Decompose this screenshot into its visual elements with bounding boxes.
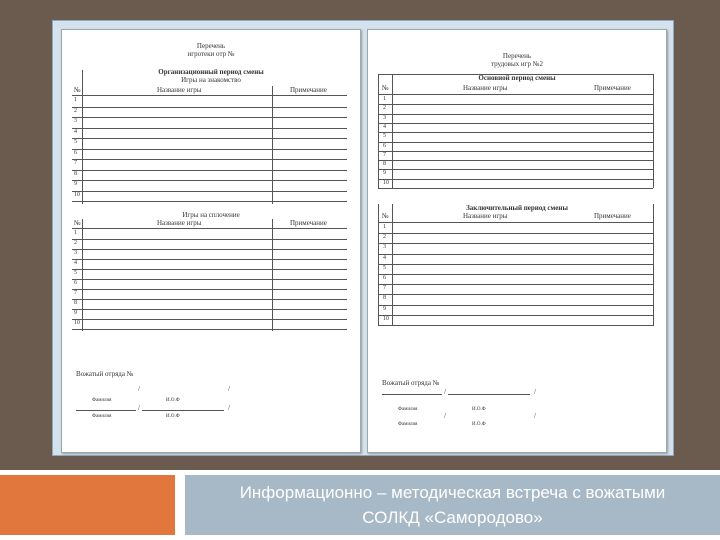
right-sign-slash-2: / bbox=[534, 388, 536, 396]
row-line bbox=[378, 123, 653, 124]
left-sign-slash-3: / bbox=[138, 404, 140, 412]
left-col-num-1: № bbox=[74, 86, 81, 94]
row-number: 9 bbox=[74, 310, 77, 316]
left-sign-2-id: И.О.Ф bbox=[166, 414, 180, 419]
right-col-name-2: Название игры bbox=[463, 212, 508, 220]
left-col-note-1: Примечание bbox=[290, 86, 327, 94]
row-number: 4 bbox=[383, 254, 386, 261]
row-line bbox=[378, 325, 653, 326]
row-line bbox=[72, 319, 347, 320]
left-table2-divider-a bbox=[82, 219, 83, 331]
row-number: 1 bbox=[383, 96, 386, 102]
row-number: 2 bbox=[383, 234, 386, 241]
row-line bbox=[72, 299, 347, 300]
row-line bbox=[72, 259, 347, 260]
row-number: 7 bbox=[383, 285, 386, 292]
row-line bbox=[378, 243, 653, 244]
right-sign-1-name: Фамилия bbox=[398, 407, 418, 412]
left-sign-line-2 bbox=[142, 410, 224, 411]
left-col-name-2: Название игры bbox=[157, 219, 202, 227]
right-table1-border-right bbox=[653, 74, 654, 188]
row-line bbox=[72, 107, 347, 108]
row-line bbox=[72, 279, 347, 280]
right-document-page bbox=[367, 29, 667, 453]
row-number: 8 bbox=[74, 170, 77, 177]
row-line bbox=[378, 233, 653, 234]
caption-box bbox=[185, 475, 720, 535]
right-title-1: Перечень bbox=[502, 52, 532, 60]
left-section-2: Игры на сплочение bbox=[182, 211, 240, 219]
right-table2-divider-a bbox=[392, 204, 393, 326]
left-sign-slash-2: / bbox=[228, 385, 230, 393]
row-number: 1 bbox=[383, 224, 386, 230]
caption-line-2: СОЛКД «Самородово» bbox=[362, 508, 543, 527]
row-number: 3 bbox=[383, 114, 386, 121]
left-document-page bbox=[61, 29, 361, 453]
row-number: 10 bbox=[74, 191, 80, 198]
right-table2-border-right bbox=[653, 204, 654, 326]
right-col-name-1: Название игры bbox=[463, 84, 508, 92]
row-line bbox=[378, 284, 653, 285]
row-line bbox=[378, 151, 653, 152]
row-number: 4 bbox=[383, 123, 386, 130]
row-number: 5 bbox=[383, 133, 386, 140]
row-line bbox=[72, 269, 347, 270]
row-number: 9 bbox=[383, 170, 386, 177]
right-sign-2-name: Фамилия bbox=[398, 422, 418, 427]
row-number: 6 bbox=[383, 275, 386, 281]
row-number: 9 bbox=[383, 305, 386, 312]
row-line bbox=[72, 309, 347, 310]
left-sign-slash-1: / bbox=[138, 385, 140, 393]
row-line bbox=[72, 201, 347, 202]
row-line bbox=[72, 191, 347, 192]
row-number: 1 bbox=[74, 230, 77, 236]
left-title-2: игротеки отр № bbox=[187, 50, 235, 58]
left-table2-divider-b bbox=[272, 219, 273, 331]
row-number: 8 bbox=[74, 300, 77, 306]
row-number: 8 bbox=[383, 295, 386, 302]
right-section-2: Заключительный период смены bbox=[466, 204, 568, 212]
right-col-note-1: Примечание bbox=[594, 84, 631, 92]
left-table1-header-line bbox=[72, 95, 347, 96]
row-line bbox=[378, 104, 653, 105]
left-table1-divider-a bbox=[82, 70, 83, 204]
left-leader-label: Вожатый отряда № bbox=[76, 370, 134, 378]
row-line bbox=[378, 274, 653, 275]
left-sign-slash-4: / bbox=[228, 404, 230, 412]
caption-line-1: Информационно – методическая встреча с вожатыми bbox=[239, 483, 666, 502]
right-table2-border-left bbox=[378, 204, 379, 326]
right-title-2: трудовых игр №2 bbox=[491, 60, 543, 68]
left-sign-line-1 bbox=[76, 410, 136, 411]
row-line bbox=[378, 142, 653, 143]
right-sign-slash-3: / bbox=[444, 412, 446, 420]
right-col-note-2: Примечание bbox=[594, 212, 631, 220]
row-line bbox=[72, 239, 347, 240]
right-section-1: Основной период смены bbox=[478, 74, 556, 82]
right-leader-label: Вожатый отряда № bbox=[382, 379, 440, 387]
right-sign-2-id: И.О.Ф bbox=[472, 422, 486, 427]
row-line bbox=[72, 138, 347, 139]
row-number: 5 bbox=[383, 264, 386, 271]
right-col-num-2: № bbox=[382, 212, 389, 220]
row-line bbox=[72, 149, 347, 150]
left-table1-divider-b bbox=[272, 86, 273, 204]
row-number: 1 bbox=[74, 97, 77, 103]
row-number: 2 bbox=[383, 105, 386, 112]
row-number: 5 bbox=[74, 139, 77, 145]
row-line bbox=[72, 289, 347, 290]
row-line bbox=[378, 179, 653, 180]
row-line bbox=[72, 159, 347, 160]
row-number: 9 bbox=[74, 181, 77, 187]
row-number: 6 bbox=[383, 142, 386, 149]
row-number: 10 bbox=[383, 315, 389, 322]
right-table1-border-left bbox=[378, 74, 379, 188]
row-number: 3 bbox=[74, 118, 77, 124]
row-number: 6 bbox=[74, 149, 77, 156]
right-sign-slash-1: / bbox=[444, 388, 446, 396]
row-line bbox=[378, 169, 653, 170]
left-col-note-2: Примечание bbox=[290, 219, 327, 227]
accent-block bbox=[0, 475, 175, 535]
row-line bbox=[72, 180, 347, 181]
right-sign-slash-4: / bbox=[534, 412, 536, 420]
right-sign-1-id: И.О.Ф bbox=[472, 407, 486, 412]
left-sign-2-name: Фамилия bbox=[92, 414, 112, 419]
left-col-num-2: № bbox=[74, 219, 81, 227]
row-line bbox=[378, 188, 653, 189]
left-section-1: Организационный период смены bbox=[158, 68, 264, 76]
row-number: 3 bbox=[383, 244, 386, 251]
row-number: 4 bbox=[74, 260, 77, 266]
left-sign-1-name: Фамилия bbox=[92, 398, 112, 403]
row-line bbox=[72, 249, 347, 250]
row-number: 7 bbox=[74, 160, 77, 166]
right-table1-divider-a bbox=[392, 74, 393, 188]
right-table1-header-line bbox=[378, 94, 653, 95]
row-number: 2 bbox=[74, 107, 77, 114]
row-number: 3 bbox=[74, 250, 77, 256]
row-number: 2 bbox=[74, 240, 77, 246]
left-section-1-sub: Игры на знакомство bbox=[181, 76, 241, 84]
row-line bbox=[378, 132, 653, 133]
row-number: 8 bbox=[383, 161, 386, 168]
row-line bbox=[72, 329, 347, 330]
row-line bbox=[378, 264, 653, 265]
row-line bbox=[72, 117, 347, 118]
right-col-num-1: № bbox=[382, 84, 389, 92]
row-number: 4 bbox=[74, 128, 77, 135]
row-line bbox=[378, 315, 653, 316]
row-number: 10 bbox=[74, 320, 80, 326]
row-line bbox=[72, 170, 347, 171]
right-table2-header-line bbox=[378, 222, 653, 223]
row-line bbox=[378, 254, 653, 255]
row-line bbox=[378, 305, 653, 306]
left-sign-1-id: И.О.Ф bbox=[166, 398, 180, 403]
row-number: 7 bbox=[74, 290, 77, 296]
row-line bbox=[72, 128, 347, 129]
row-line bbox=[378, 294, 653, 295]
row-number: 6 bbox=[74, 280, 77, 286]
row-line bbox=[378, 160, 653, 161]
right-sign-line-2 bbox=[448, 394, 530, 395]
left-col-name-1: Название игры bbox=[157, 86, 202, 94]
right-sign-line-1 bbox=[382, 394, 442, 395]
row-line bbox=[378, 114, 653, 115]
left-title-1: Перечень bbox=[196, 42, 226, 50]
row-number: 5 bbox=[74, 270, 77, 276]
row-number: 7 bbox=[383, 151, 386, 158]
document-frame bbox=[52, 20, 674, 456]
row-number: 10 bbox=[383, 179, 389, 186]
left-table2-header-line bbox=[72, 228, 347, 229]
